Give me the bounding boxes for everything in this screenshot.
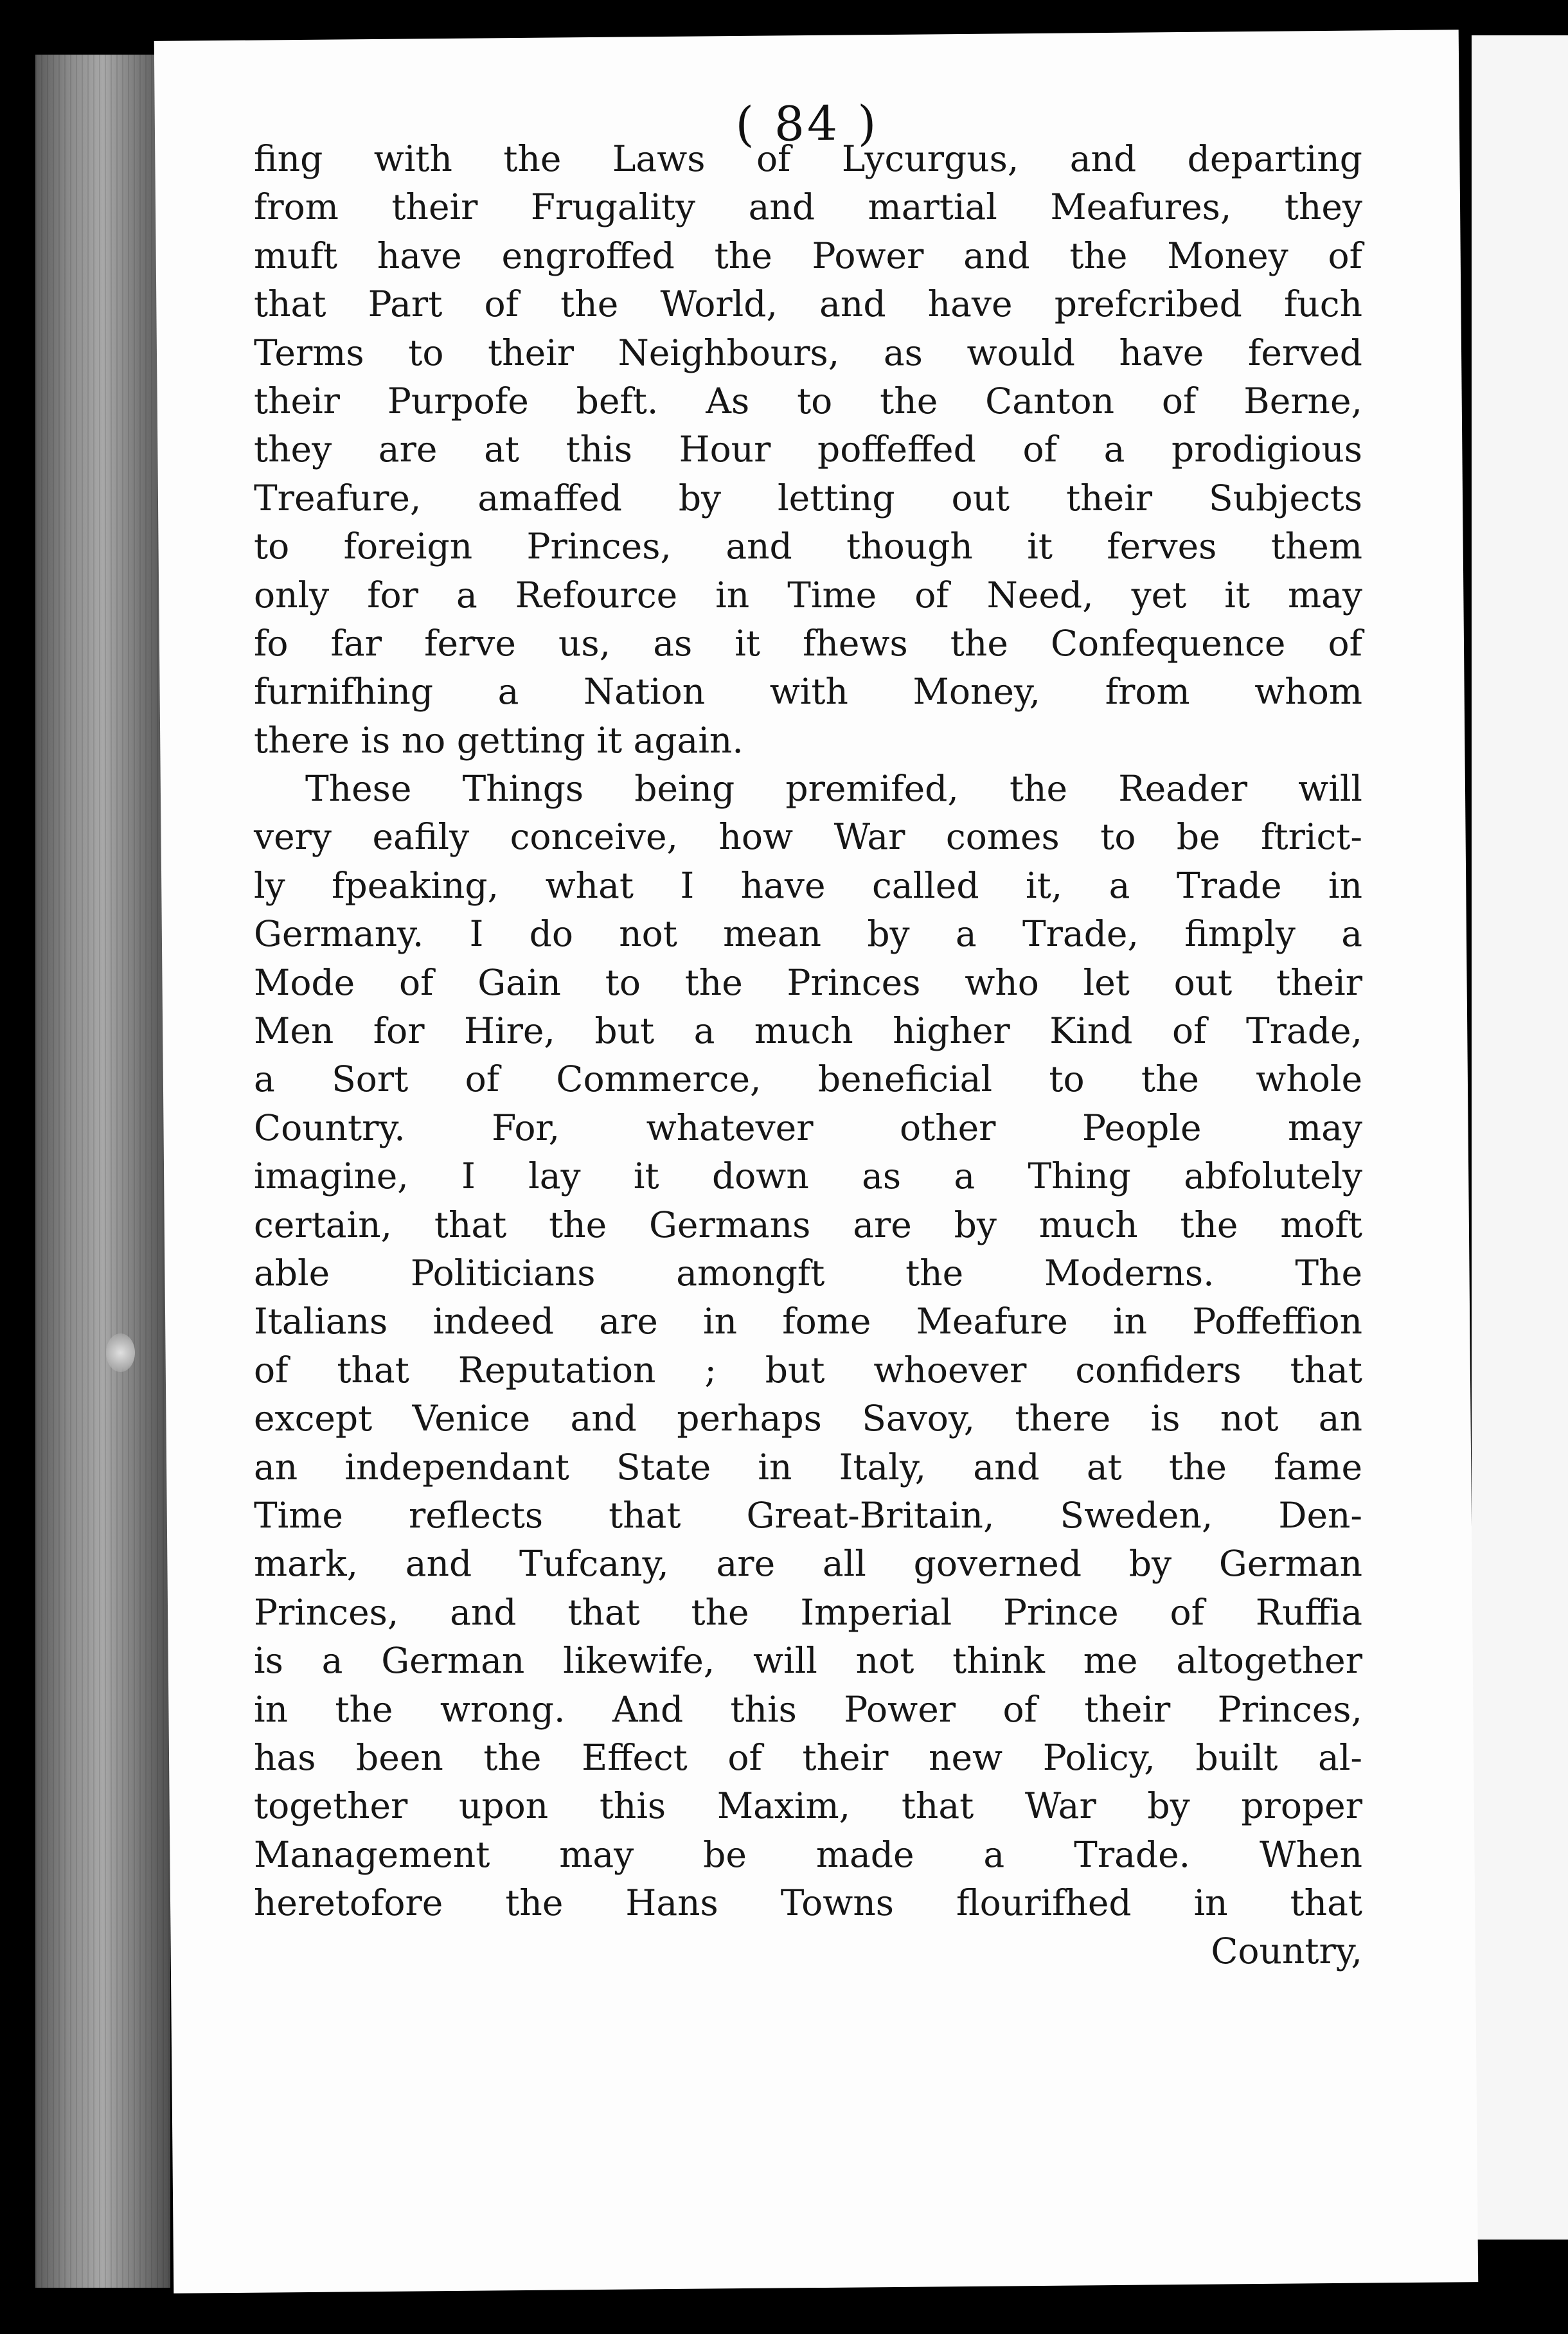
text-line: very eafily conceive, how War comes to be ftrict- [254,816,1362,858]
text-line: that Part of the World, and have prefcribed fuch [254,283,1362,325]
text-line: of that Reputation ; but whoever confiders that [254,1349,1362,1391]
text-line: mark, and Tufcany, are all governed by German [254,1543,1362,1585]
body-text [254,135,1362,1976]
text-line: Princes, and that the Imperial Prince of Ruffia [254,1591,1362,1633]
text-line: Men for Hire, but a much higher Kind of Trade, [254,1010,1362,1052]
text-line: Italians indeed are in fome Meafure in Poffeffion [254,1301,1362,1342]
text-line: an independant State in Italy, and at the fame [254,1446,1362,1488]
text-line: they are at this Hour poffeffed of a prodigious [254,429,1362,470]
text-line: These Things being premifed, the Reader will [305,768,1362,810]
text-line: Terms to their Neighbours, as would have ferved [254,332,1362,373]
book-edge [35,55,170,2288]
text-line: fo far ferve us, as it fhews the Confequence of [254,622,1362,664]
text-line: Time reflects that Great-Britain, Sweden, Den- [254,1494,1362,1536]
text-line: Management may be made a Trade. When [254,1833,1362,1875]
text-line: imagine, I lay it down as a Thing abfolutely [254,1155,1362,1197]
text-line: except Venice and perhaps Savoy, there is not an [254,1398,1362,1439]
catchword: Country, [1211,1930,1362,1972]
text-line: heretofore the Hans Towns flourifhed in that [254,1882,1362,1924]
text-line: in the wrong. And this Power of their Princes, [254,1688,1362,1730]
text-line: together upon this Maxim, that War by proper [254,1785,1362,1827]
text-line: Country. For, whatever other People may [254,1107,1362,1148]
text-line: Mode of Gain to the Princes who let out their [254,961,1362,1003]
text-line: is a German likewife, will not think me altogether [254,1640,1362,1682]
text-line: Treafure, amaffed by letting out their Subjects [254,477,1362,519]
text-line: furnifhing a Nation with Money, from whom [254,671,1362,713]
text-line: there is no getting it again. [254,719,744,761]
text-line: able Politicians amongft the Moderns. The [254,1252,1362,1294]
text-line: their Purpofe beft. As to the Canton of Berne, [254,380,1362,422]
text-line: muft have engroffed the Power and the Money of [254,235,1362,276]
text-line: fing with the Laws of Lycurgus, and departing [254,138,1362,179]
page-number: ( 84 ) [735,96,879,153]
text-line: certain, that the Germans are by much the moft [254,1204,1362,1245]
paper-blemish [106,1333,135,1372]
facing-page-edge [1472,35,1568,2240]
text-line: ly fpeaking, what I have called it, a Trade in [254,864,1362,906]
text-line: to foreign Princes, and though it ferves them [254,526,1362,567]
text-line: a Sort of Commerce, beneficial to the whole [254,1058,1362,1100]
text-line: from their Frugality and martial Meafures, they [254,186,1362,228]
text-line: only for a Refource in Time of Need, yet it may [254,574,1362,616]
text-line: has been the Effect of their new Policy, built al- [254,1736,1362,1778]
text-line: Germany. I do not mean by a Trade, fimply a [254,913,1362,955]
